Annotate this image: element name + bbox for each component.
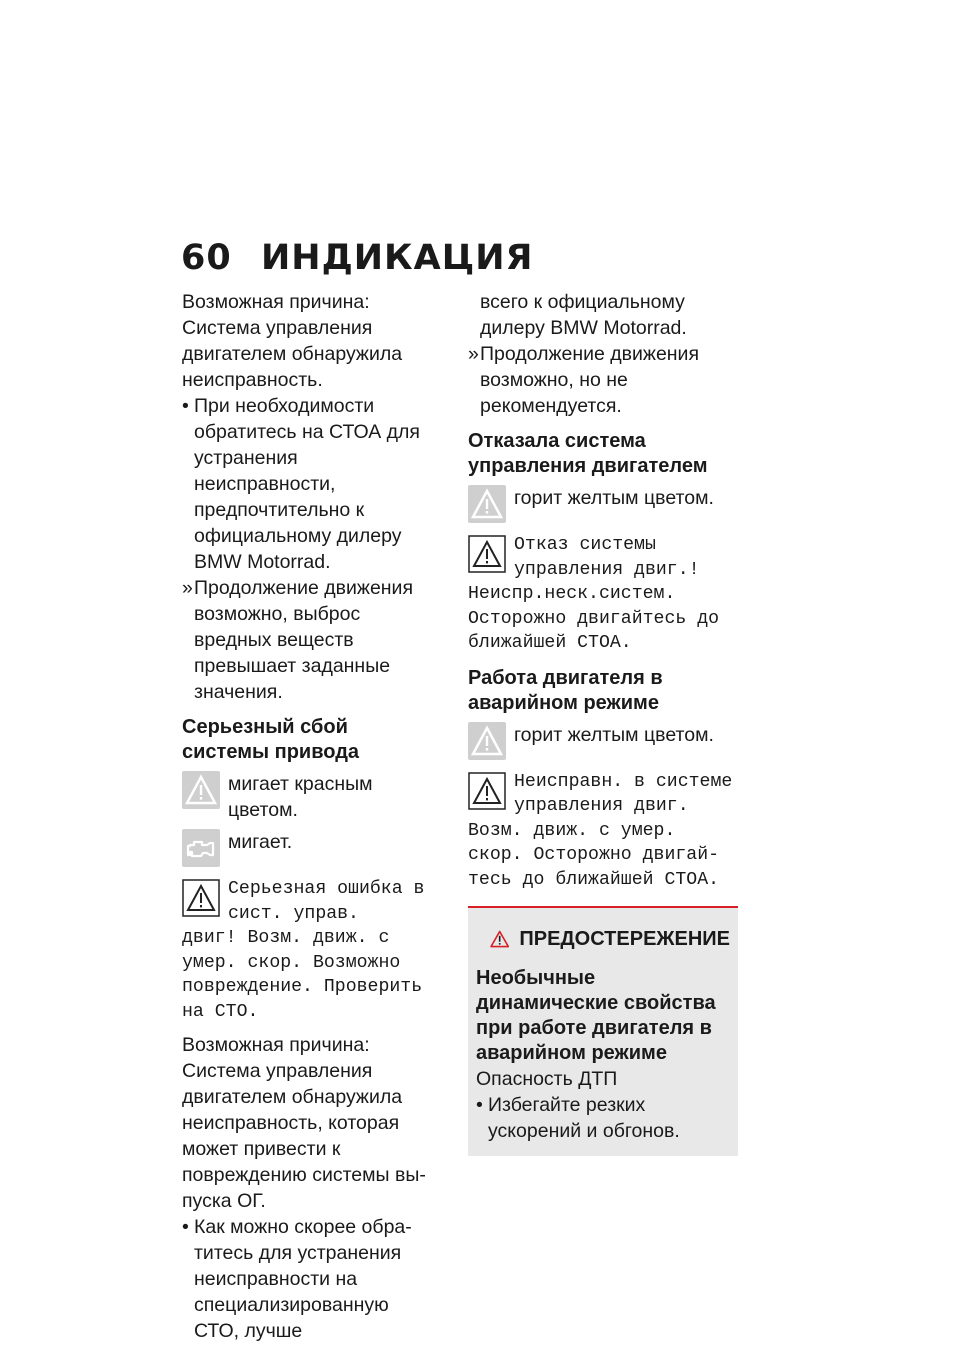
arrow-marker: » xyxy=(182,577,193,599)
indicator-row: горит желтым цветом. xyxy=(468,485,738,525)
warning-triangle-icon xyxy=(468,485,506,523)
section-heading: Отказала система управления двигателем xyxy=(468,430,708,477)
cause-label: Возможная причина: xyxy=(182,291,370,313)
bullet-marker: • xyxy=(182,395,189,417)
section-heading: Серьезный сбой системы привода xyxy=(182,716,360,763)
indicator-row: мигает красным цветом. xyxy=(182,771,432,823)
indicator-row: мигает. xyxy=(182,829,432,869)
warning-triangle-icon xyxy=(468,722,506,760)
cause-text: Система управления двигателем обнаружила неисправность, которая может привести к повреждению системы выпуска ОГ. xyxy=(182,1060,426,1212)
continued-text: всего к официальному дилеру BMW Motorrad. xyxy=(480,291,687,339)
arrow-marker: » xyxy=(468,343,479,365)
warning-title: ПРЕДОСТЕРЕЖЕНИЕ xyxy=(519,928,730,950)
indicator-row: горит желтым цветом. xyxy=(468,722,738,762)
warning-heading: Необычные динамические свойства при работе двигателя в аварийном режиме xyxy=(476,967,716,1064)
danger-triangle-icon xyxy=(490,922,509,956)
warning-triangle-outline-icon xyxy=(468,535,506,573)
result-item: » Продолжение движения возможно, но не рекомендуется. xyxy=(468,343,700,417)
warning-triangle-outline-icon xyxy=(182,879,220,917)
warning-text: Опасность ДТП xyxy=(476,1068,618,1090)
warning-triangle-icon xyxy=(182,771,220,809)
engine-check-icon xyxy=(182,829,220,867)
page-number: 60 xyxy=(181,238,232,278)
display-message: Неисправн. в системе управления двиг. Возм. движ. с умер. скор. Осторожно двигайтесь до ближайшей СТОА. xyxy=(468,771,733,890)
warning-triangle-outline-icon xyxy=(468,772,506,810)
right-column xyxy=(468,289,738,1156)
bullet-item: • Избегайте резких ускорений и обгонов. xyxy=(476,1094,680,1142)
result-item: » Продолжение движения возможно, выброс вредных веществ превышает заданные значения. xyxy=(182,577,414,703)
bullet-item: • При необходимости обратитесь на СТОА для устранения неисправности, предпочтительно к официальному дилеру BMW Motorrad. xyxy=(182,395,420,573)
warning-header xyxy=(490,922,730,956)
section-heading: Работа двигателя в аварийном режиме xyxy=(468,666,663,714)
display-message: Отказ системы управления двиг.! Неиспр.неск.систем. Осторожно двигайтесь до ближайшей СТОА. xyxy=(468,535,720,653)
left-column xyxy=(182,289,432,1344)
display-message: Серьезная ошибка в сист. управ. двиг! Возм. движ. с умер. скор. Возможно повреждение. Проверить на СТО. xyxy=(182,879,425,1022)
warning-box xyxy=(468,906,738,1156)
page-header xyxy=(181,238,533,278)
page-title: ИНДИКАЦИЯ xyxy=(261,238,534,278)
bullet-marker: • xyxy=(182,1216,189,1238)
bullet-item: • Как можно скорее обратитесь для устранения неисправности на специализированную СТО, лучше xyxy=(182,1216,412,1342)
bullet-marker: • xyxy=(476,1094,483,1116)
cause-text: Система управления двигателем обнаружила неисправность. xyxy=(182,317,403,391)
cause-label: Возможная причина: xyxy=(182,1034,370,1056)
